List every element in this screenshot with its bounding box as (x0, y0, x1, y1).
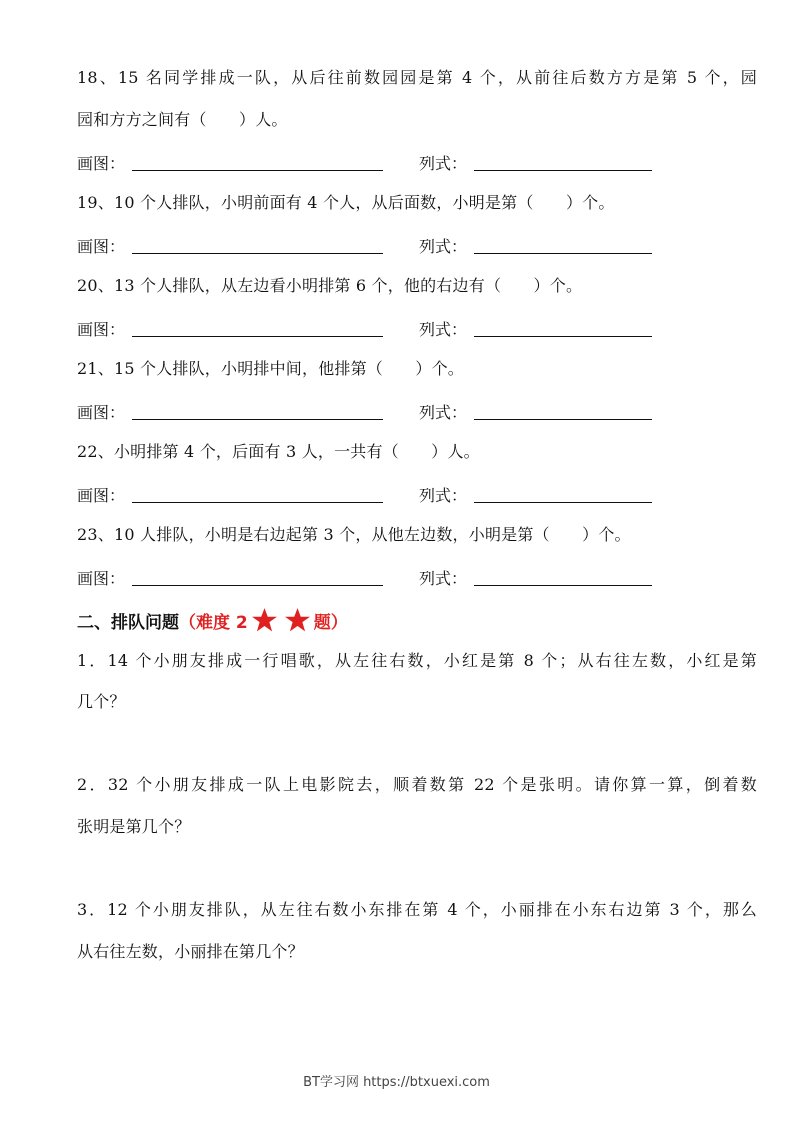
difficulty-label: （难度 2 (179, 612, 248, 633)
formula-blank[interactable] (474, 336, 652, 337)
answer-row-20 (77, 317, 677, 341)
formula-label: 列式： (419, 237, 468, 256)
draw-label: 画图： (77, 154, 126, 173)
answer-row-18 (77, 151, 677, 175)
formula-blank[interactable] (474, 170, 652, 171)
formula-label: 列式： (419, 486, 468, 505)
question-18-line2: 园和方方之间有（ ）人。 (77, 110, 288, 129)
draw-blank[interactable] (132, 419, 383, 420)
formula-label: 列式： (419, 569, 468, 588)
question-23: 23、10 人排队，小明是右边起第 3 个，从他左边数，小明是第（ ）个。 (77, 525, 631, 544)
draw-blank[interactable] (132, 170, 383, 171)
answer-row-21 (77, 400, 677, 424)
difficulty-suffix: 题） (313, 612, 348, 633)
draw-label: 画图： (77, 403, 126, 422)
formula-blank[interactable] (474, 253, 652, 254)
problem-3-line1: 3．12 个小朋友排队，从左往右数小东排在第 4 个，小丽排在小东右边第 3 个，那么 (77, 900, 757, 919)
draw-blank[interactable] (132, 253, 383, 254)
draw-label: 画图： (77, 569, 126, 588)
answer-row-23 (77, 566, 677, 590)
problem-2-line1: 2．32 个小朋友排成一队上电影院去，顺着数第 22 个是张明。请你算一算，倒着数 (77, 775, 757, 794)
problem-1-line2: 几个？ (77, 692, 126, 711)
formula-blank[interactable] (474, 585, 652, 586)
question-19: 19、10 个人排队，小明前面有 4 个人，从后面数，小明是第（ ）个。 (77, 193, 615, 212)
draw-label: 画图： (77, 237, 126, 256)
page-footer: BT学习网 https://btxuexi.com (303, 1075, 490, 1090)
question-20: 20、13 个人排队，从左边看小明排第 6 个，他的右边有（ ）个。 (77, 276, 583, 295)
problem-3-line2: 从右往左数，小丽排在第几个？ (77, 942, 304, 961)
draw-blank[interactable] (132, 336, 383, 337)
answer-row-19 (77, 234, 677, 258)
draw-label: 画图： (77, 320, 126, 339)
formula-label: 列式： (419, 154, 468, 173)
formula-label: 列式： (419, 320, 468, 339)
section-heading (77, 607, 348, 633)
formula-blank[interactable] (474, 419, 652, 420)
problem-2-line2: 张明是第几个？ (77, 817, 191, 836)
star-icon (251, 607, 278, 633)
section-title: 二、排队问题 (77, 612, 179, 633)
formula-blank[interactable] (474, 502, 652, 503)
draw-blank[interactable] (132, 502, 383, 503)
formula-label: 列式： (419, 403, 468, 422)
star-icon (284, 607, 311, 633)
draw-label: 画图： (77, 486, 126, 505)
answer-row-22 (77, 483, 677, 507)
question-22: 22、小明排第 4 个，后面有 3 人，一共有（ ）人。 (77, 442, 480, 461)
problem-1-line1: 1．14 个小朋友排成一行唱歌，从左往右数，小红是第 8 个；从右往左数，小红是第 (77, 651, 757, 670)
question-21: 21、15 个人排队，小明排中间，他排第（ ）个。 (77, 359, 465, 378)
question-18-line1: 18、15 名同学排成一队，从后往前数园园是第 4 个，从前往后数方方是第 5 个，园 (77, 68, 757, 87)
draw-blank[interactable] (132, 585, 383, 586)
